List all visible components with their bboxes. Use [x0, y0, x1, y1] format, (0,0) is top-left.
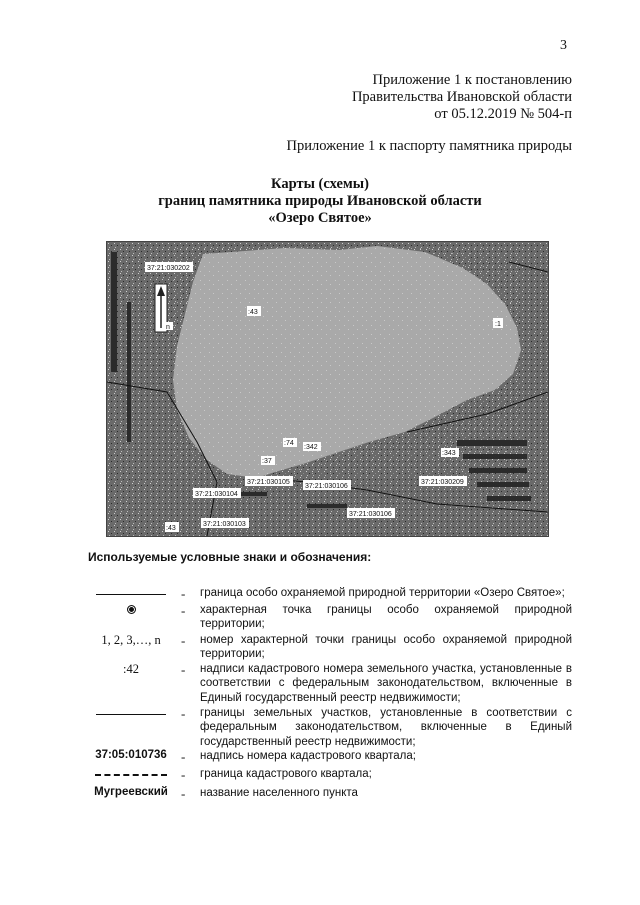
label-parcel-43-bottom: :43 — [166, 525, 176, 532]
appendix-header — [352, 72, 572, 123]
legend-desc: надписи кадастрового номера земельного участка, установленные в соответствии с федеральным законодательством, включенные в Единый государственный реестр недвижимости; — [200, 663, 572, 704]
dashed-line-icon — [95, 774, 167, 776]
legend-symbol-settlement: Мугреевский — [94, 786, 168, 798]
legend-dash: - — [181, 633, 186, 648]
solid-line-icon — [96, 594, 166, 595]
label-parcel-1: :1 — [495, 321, 501, 328]
label-quarter-top-left: 37:21:030202 — [147, 265, 190, 272]
legend-dash: - — [181, 749, 186, 764]
label-parcel-43-top: :43 — [248, 309, 258, 316]
legend-symbol-parcel-line — [88, 706, 174, 721]
label-parcel-74: :74 — [284, 440, 294, 447]
legend-symbol-parcel-label: :42 — [123, 662, 139, 676]
appendix-line-2: Правительства Ивановской области — [351, 89, 572, 105]
label-quarter-left: 37:21:030104 — [195, 491, 238, 498]
legend-heading: Используемые условные знаки и обозначения: — [88, 550, 372, 564]
legend-symbol-point-number: 1, 2, 3,…, n — [101, 633, 161, 647]
label-quarter-bottom-right: 37:21:030209 — [421, 479, 464, 486]
legend-desc: граница особо охраняемой природной территории «Озеро Святое»; — [200, 587, 565, 599]
label-point-n: n — [166, 324, 170, 331]
page-number: 3 — [560, 38, 567, 53]
legend-desc: номер характерной точки границы особо охраняемой природной территории; — [200, 634, 572, 661]
label-quarter-mid: 37:21:030106 — [305, 483, 348, 490]
legend-desc: название населенного пункта — [200, 787, 358, 799]
thin-line-icon — [96, 714, 166, 715]
legend-symbol-point — [88, 603, 174, 618]
label-quarter-bottom: 37:21:030106 — [349, 511, 392, 518]
appendix-line-3: от 05.12.2019 № 504-п — [434, 106, 572, 122]
legend-dash: - — [181, 603, 186, 618]
legend-dash: - — [181, 586, 186, 601]
appendix-line-1: Приложение 1 к постановлению — [372, 72, 572, 88]
label-parcel-37: :37 — [262, 458, 272, 465]
label-parcel-343: :343 — [442, 450, 456, 457]
legend-symbol-quarter-line — [88, 767, 174, 782]
passport-appendix: Приложение 1 к паспорту памятника природы — [286, 138, 572, 154]
legend-desc: граница кадастрового квартала; — [200, 768, 372, 780]
legend-symbol-quarter-label: 37:05:010736 — [95, 749, 167, 761]
legend-desc: границы земельных участков, установленные в соответствии с федеральным законодательством, включенные в Единый государственный реестр недвижимости; — [200, 707, 572, 748]
legend-dash: - — [181, 706, 186, 721]
legend-dash: - — [181, 662, 186, 677]
document-title — [0, 176, 640, 227]
title-line-2: границ памятника природы Ивановской области — [158, 193, 482, 209]
title-line-3: «Озеро Святое» — [268, 210, 372, 226]
label-quarter-center: 37:21:030105 — [247, 479, 290, 486]
map-image — [107, 242, 548, 536]
legend-desc: характерная точка границы особо охраняемой природной территории; — [200, 604, 572, 631]
boundary-map — [106, 241, 549, 537]
title-line-1: Карты (схемы) — [271, 176, 369, 192]
legend-symbol-boundary-line — [88, 586, 174, 601]
legend-dash: - — [181, 767, 186, 782]
legend-desc: надпись номера кадастрового квартала; — [200, 750, 416, 762]
legend-dash: - — [181, 786, 186, 801]
point-marker-icon — [127, 605, 136, 614]
label-parcel-342: :342 — [304, 444, 318, 451]
label-quarter-small: 37:21:030103 — [203, 521, 246, 528]
